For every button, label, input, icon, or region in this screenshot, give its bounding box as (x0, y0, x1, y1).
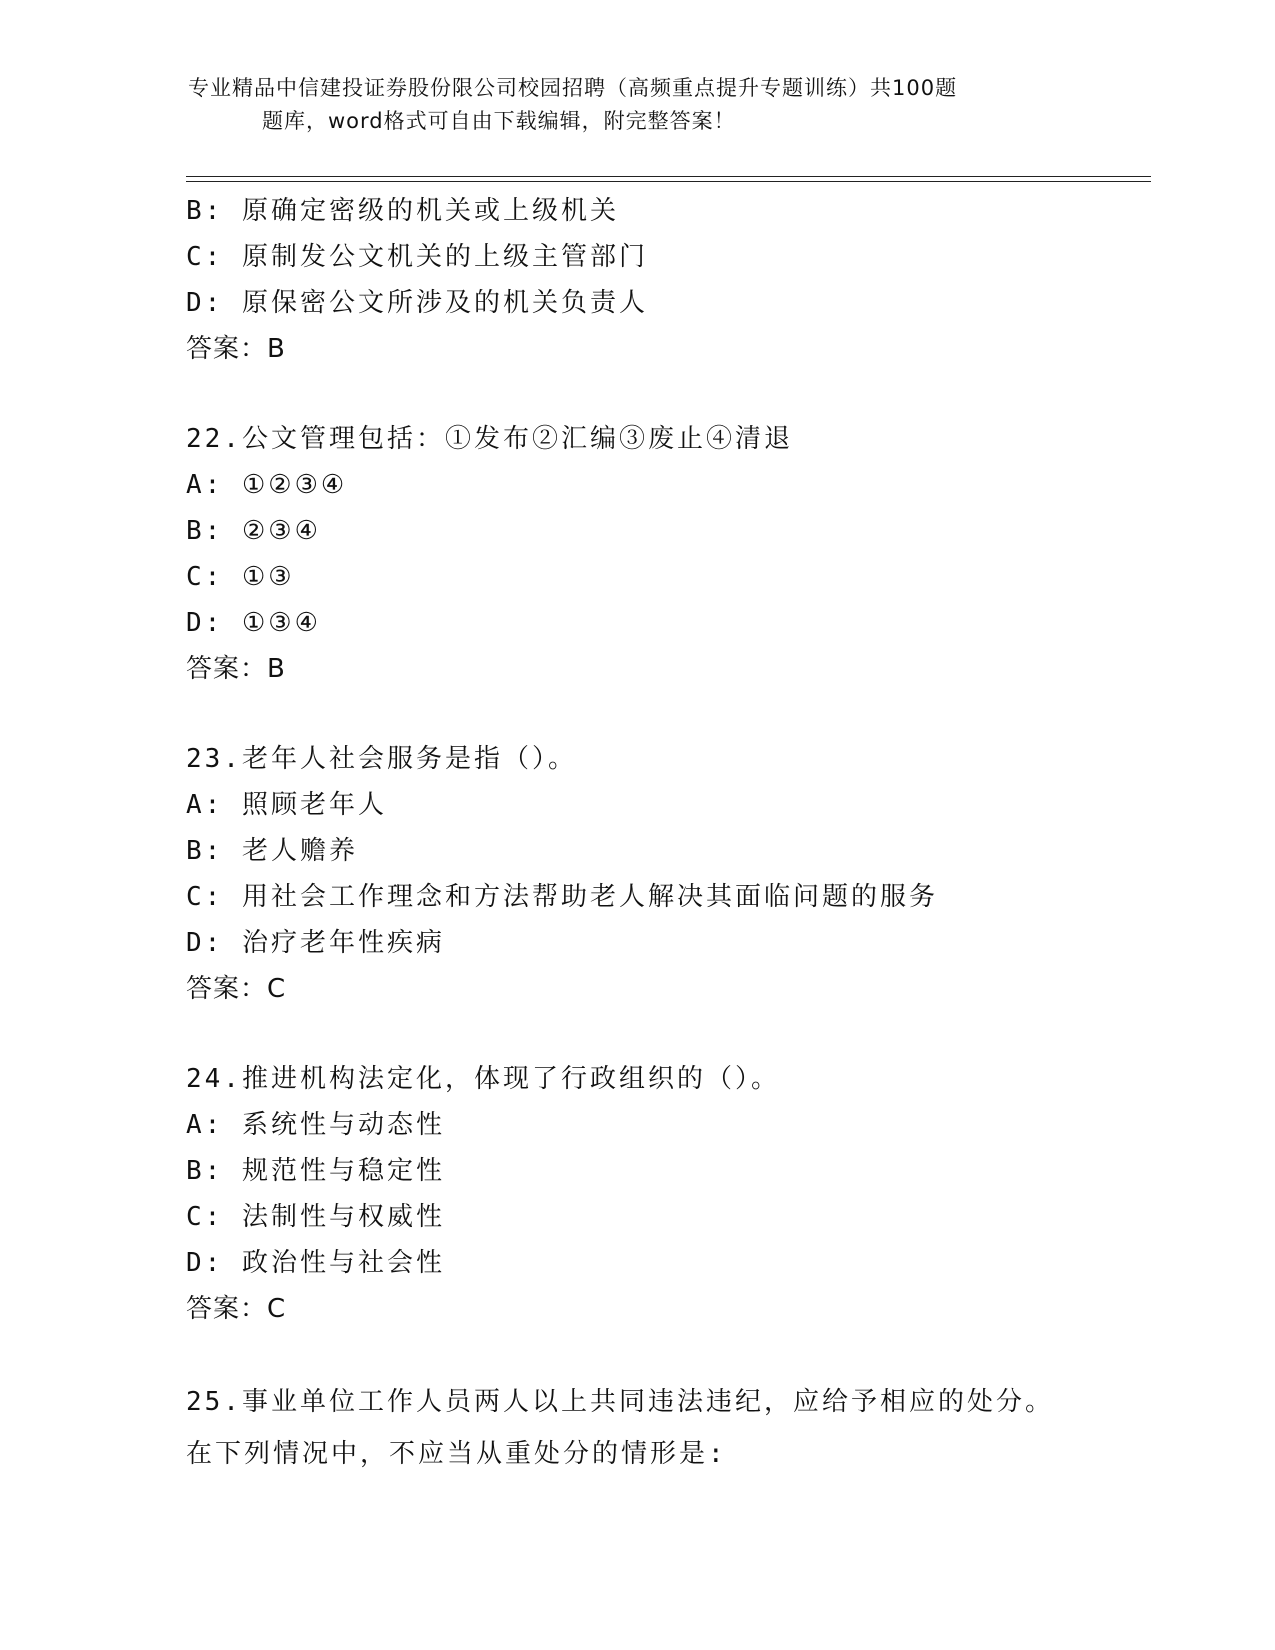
question-spacer (186, 692, 1086, 736)
question-25 (186, 1376, 1086, 1480)
option-b: B: ②③④ (186, 516, 321, 546)
header-divider-bottom (186, 181, 1151, 182)
option-c: C: 原制发公文机关的上级主管部门 (186, 242, 648, 272)
option-b: B: 规范性与稳定性 (186, 1156, 445, 1186)
answer-line: 答案：B (186, 334, 286, 364)
header-title-line-2: 题库，word格式可自由下载编辑，附完整答案！ (262, 109, 736, 133)
option-a: A: ①②③④ (186, 470, 348, 500)
option-c: C: 法制性与权威性 (186, 1202, 445, 1232)
answer-line: 答案：B (186, 654, 286, 684)
header-title-line-1: 专业精品中信建投证券股份限公司校园招聘（高频重点提升专题训练）共100题 (188, 76, 958, 100)
option-d: D: 原保密公文所涉及的机关负责人 (186, 288, 648, 318)
question-list (186, 188, 1086, 1480)
question-22 (186, 416, 1086, 692)
question-spacer (186, 1012, 1086, 1056)
option-d: D: ①③④ (186, 608, 321, 638)
question-stem: 23.老年人社会服务是指（）。 (186, 744, 577, 774)
document-header (188, 72, 1088, 138)
option-b: B: 老人赡养 (186, 836, 358, 866)
answer-line: 答案：C (186, 1294, 287, 1324)
question-spacer (186, 372, 1086, 416)
question-stem: 22.公文管理包括：①发布②汇编③废止④清退 (186, 424, 793, 454)
option-d: D: 治疗老年性疾病 (186, 928, 445, 958)
question-23 (186, 736, 1086, 1012)
option-d: D: 政治性与社会性 (186, 1248, 445, 1278)
question-21-partial (186, 188, 1086, 372)
option-c: C: 用社会工作理念和方法帮助老人解决其面临问题的服务 (186, 882, 938, 912)
option-a: A: 系统性与动态性 (186, 1110, 445, 1140)
option-c: C: ①③ (186, 562, 295, 592)
question-stem: 24.推进机构法定化，体现了行政组织的（）。 (186, 1064, 780, 1094)
answer-line: 答案：C (186, 974, 287, 1004)
option-b: B: 原确定密级的机关或上级机关 (186, 196, 619, 226)
question-stem: 25.事业单位工作人员两人以上共同违法违纪，应给予相应的处分。在下列情况中，不应当从重处分的情形是: (186, 1387, 1054, 1469)
option-a: A: 照顾老年人 (186, 790, 387, 820)
question-spacer (186, 1332, 1086, 1376)
header-divider-top (186, 176, 1151, 177)
question-24 (186, 1056, 1086, 1332)
